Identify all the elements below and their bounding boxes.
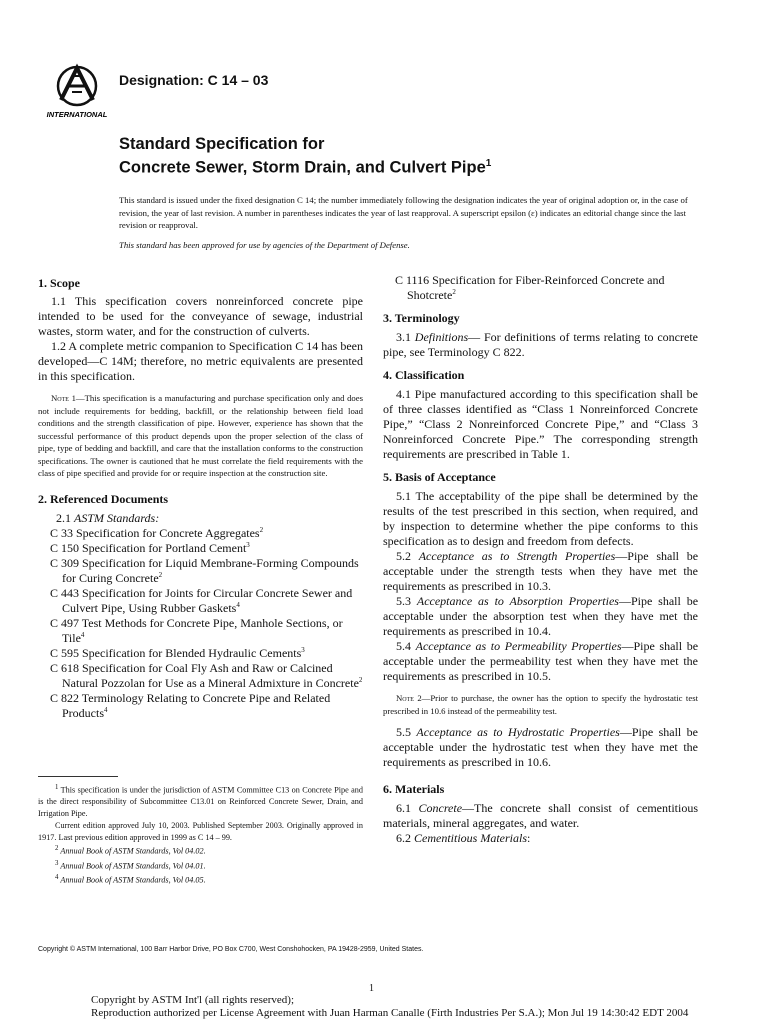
footnote-2: $^2$ Annual Book of ASTM Standards, Vol 04.02. — [55, 845, 206, 856]
logo-subtext: INTERNATIONAL — [46, 110, 108, 118]
section-heading-terminology: 3. Terminology — [383, 311, 460, 325]
title-line-2: Concrete Sewer, Storm Drain, and Culvert Pipe$^1$ — [119, 158, 492, 177]
footnote-1: $^1$ This specification is under the jurisdiction of ASTM Committee C13 on Concrete Pipe and is the direct responsibility of Subcommittee C13.01 on Reinforced Concrete Sewer, Drain, and Irrigation Pipe. — [38, 784, 363, 819]
title-line-1: Standard Specification for — [119, 135, 325, 153]
paragraph-5-4: 5.4 Acceptance as to Permeability Properties—Pipe shall be acceptable under the permeability test when they have met the requirements as prescribed in 10.5. — [383, 639, 699, 683]
footnote-1-edition: Current edition approved July 10, 2003. Published September 2003. Originally approved in 1917. Last previous edition approved in 1999 as C 14 – 99. — [38, 820, 363, 842]
ref-c150: C 150 Specification for Portland Cement$^3$ — [50, 540, 250, 555]
astm-logo — [44, 62, 110, 118]
section-heading-scope: 1. Scope — [38, 276, 80, 290]
ref-c33: C 33 Specification for Concrete Aggregates$^2$ — [50, 525, 264, 540]
section-heading-basis-of-acceptance: 5. Basis of Acceptance — [383, 470, 496, 484]
dod-note: This standard has been approved for use by agencies of the Department of Defense. — [119, 239, 410, 250]
footnote-rule — [38, 776, 118, 777]
intro-block — [119, 194, 709, 251]
paragraph-5-1: 5.1 The acceptability of the pipe shall be determined by the results of the test prescribed in this section, when required, and by inspection to determine whether the pipe conforms to this specification as to design and freedom from defects. — [383, 489, 698, 548]
note-1: Note 1—This specification is a manufacturing and purchase specification only and does not include requirements for bedding, backfill, or the relationship between field load conditions and the strength classification of pipe. However, experience has shown that the successful performance of this product depends upon the proper selection of the class of pipe, type of bedding and backfill, and care that the installation conforms to the construction specifications. The owner is cautioned that he must correlate the field requirements with the class of pipe specified and provide for or require inspection at the construction site. — [38, 393, 363, 478]
license-line-1: Copyright by ASTM Int'l (all rights reserved); — [91, 994, 295, 1006]
intro-text: This standard is issued under the fixed designation C 14; the number immediately following the designation indicates the year of original adoption or, in the case of revision, the year of last revision. A number in parentheses indicates the year of last reapproval. A superscript epsilon (ε) indicates an editorial change since the last revision or reapproval. — [119, 195, 688, 230]
page-number: 1 — [369, 983, 374, 994]
paragraph-2-1: 2.1 ASTM Standards: — [56, 510, 160, 525]
copyright-line: Copyright © ASTM International, 100 Barr Harbor Drive, PO Box C700, West Conshohocken, PA 19428-2959, United States. — [38, 946, 424, 953]
footnote-3: $^3$ Annual Book of ASTM Standards, Vol 04.01. — [55, 859, 206, 871]
footnote-4: $^4$ Annual Book of ASTM Standards, Vol 04.05. — [55, 874, 206, 885]
ref-c443: C 443 Specification for Joints for Circular Concrete Sewer and Culvert Pipe, Using Rubber Gaskets$^4$ — [50, 585, 353, 615]
document-title — [119, 134, 491, 178]
section-heading-referenced-documents: 2. Referenced Documents — [38, 491, 169, 506]
paragraph-3-1: 3.1 Definitions— For definitions of terms relating to concrete pipe, see Terminology C 822. — [383, 330, 698, 359]
note-2: Note 2—Prior to purchase, the owner has the option to specify the hydrostatic test prescribed in 10.6 instead of the permeability test. — [383, 693, 698, 716]
paragraph-1-1: 1.1 This specification covers nonreinforced concrete pipe intended to be used for the conveyance of sewage, industrial wastes, storm water, and for the construction of culverts. — [38, 294, 363, 338]
ref-c822: C 822 Terminology Relating to Concrete Pipe and Related Products$^4$ — [50, 690, 331, 720]
license-line-2: Reproduction authorized per License Agreement with Juan Harman Canalle (Firth Industries Per S.A.); Mon Jul 19 14:30:42 EDT 2004 — [91, 1007, 689, 1019]
paragraph-4-1: 4.1 Pipe manufactured according to this specification shall be of three classes identified as “Class 1 Nonreinforced Concrete Pipe,” “Class 2 Nonreinforced Concrete Pipe,” and “Class 3 Nonreinforced Concrete Pipe.” The corresponding strength requirements are prescribed in Table 1. — [383, 387, 698, 461]
paragraph-5-2: 5.2 Acceptance as to Strength Properties—Pipe shall be acceptable under the strength tests when they have met the requirements as prescribed in 10.3. — [383, 549, 699, 593]
designation: Designation: C 14 – 03 — [119, 72, 269, 88]
footnotes — [38, 782, 363, 887]
paragraph-6-1: 6.1 Concrete—The concrete shall consist of cementitious materials, mineral aggregates, and water. — [383, 801, 699, 830]
paragraph-5-3: 5.3 Acceptance as to Absorption Properties—Pipe shall be acceptable under the absorption test when they have met the requirements as prescribed in 10.4. — [383, 594, 699, 638]
paragraph-6-2: 6.2 Cementitious Materials: — [396, 831, 531, 845]
ref-c1116: C 1116 Specification for Fiber-Reinforced Concrete and Shotcrete$^2$ — [395, 273, 665, 302]
ref-c309: C 309 Specification for Liquid Membrane-Forming Compounds for Curing Concrete$^2$ — [50, 555, 359, 585]
paragraph-1-2: 1.2 A complete metric companion to Specification C 14 has been developed—C 14M; therefore, no metric equivalents are presented in this specification. — [38, 339, 363, 383]
ref-c497: C 497 Test Methods for Concrete Pipe, Manhole Sections, or Tile$^4$ — [50, 615, 343, 645]
paragraph-5-5: 5.5 Acceptance as to Hydrostatic Properties—Pipe shall be acceptable under the hydrostatic test when they have met the requirements as prescribed in 10.6. — [383, 725, 699, 769]
ref-c618: C 618 Specification for Coal Fly Ash and Raw or Calcined Natural Pozzolan for Use as a Mineral Admixture in Concrete$^2$ — [50, 660, 363, 690]
right-column — [383, 273, 698, 846]
section-heading-materials: 6. Materials — [383, 782, 445, 796]
left-column — [38, 276, 363, 721]
ref-c595: C 595 Specification for Blended Hydraulic Cements$^3$ — [50, 645, 305, 660]
section-heading-classification: 4. Classification — [383, 368, 465, 382]
